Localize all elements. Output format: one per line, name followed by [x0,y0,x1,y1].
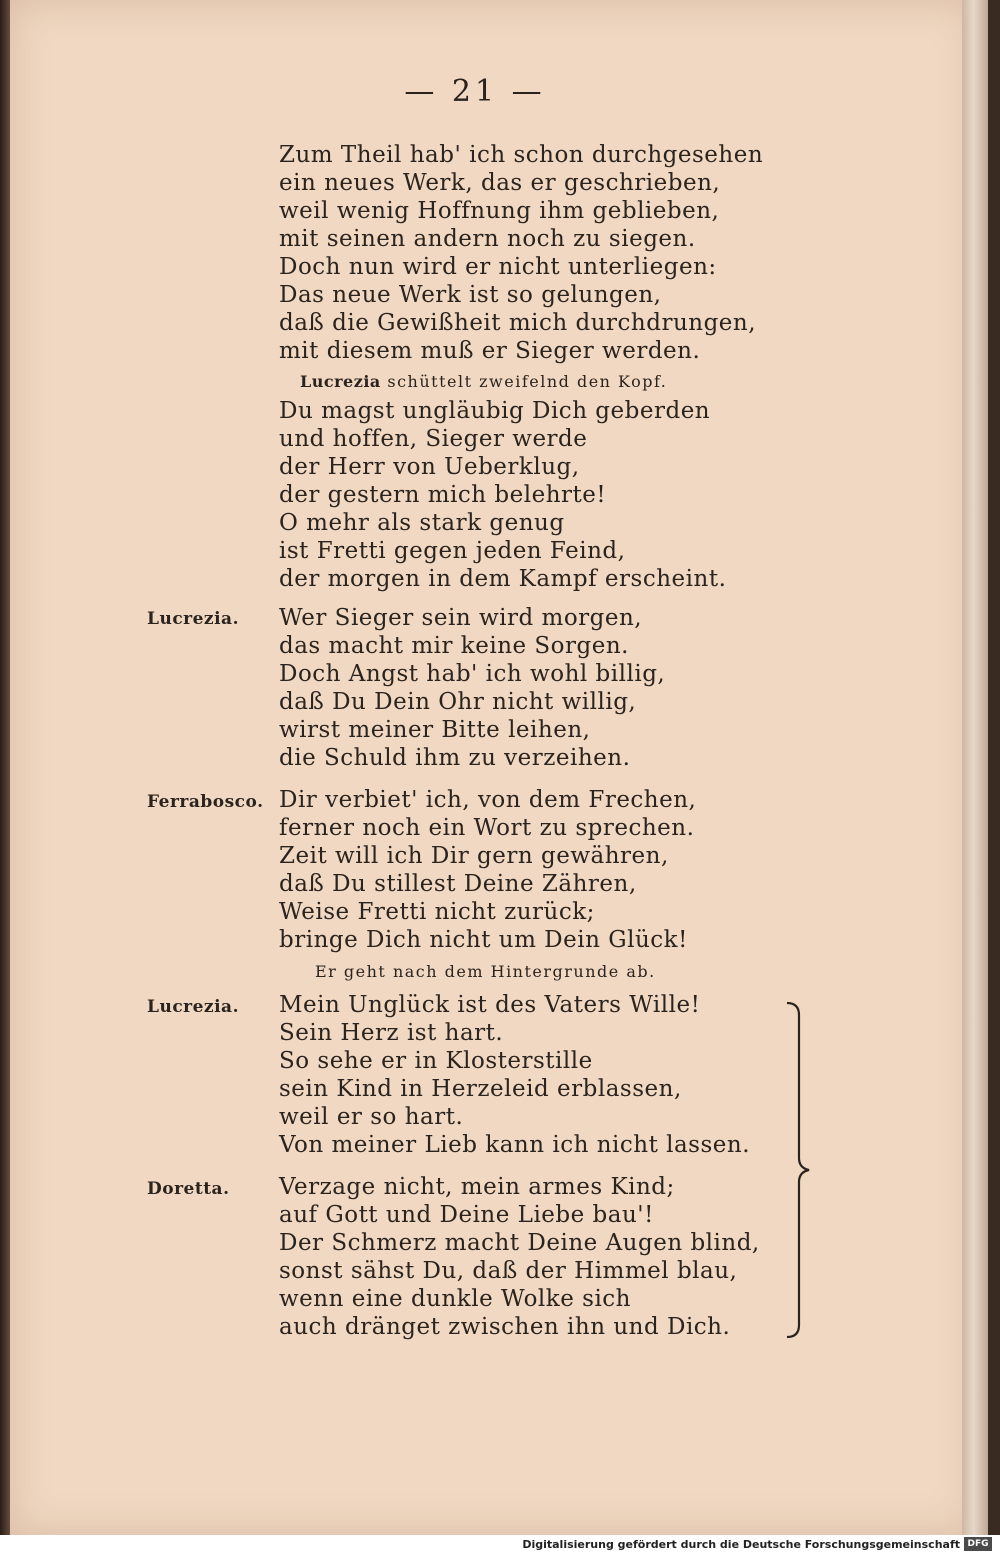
verse-line: der morgen in dem Kampf erscheint. [279,566,727,592]
verse-line: das macht mir keine Sorgen. [279,633,629,659]
verse-line: sonst sähst Du, daß der Himmel blau, [279,1258,738,1284]
speaker-name: Doretta. [147,1179,230,1199]
verse-line: Zum Theil hab' ich schon durchgesehen [279,142,764,168]
verse-line: Dir verbiet' ich, von dem Frechen, [279,787,697,813]
footer-credit: Digitalisierung gefördert durch die Deutsche Forschungsgemeinschaft [522,1538,960,1551]
verse-line: mit diesem muß er Sieger werden. [279,338,701,364]
verse-line: der Herr von Ueberklug, [279,454,580,480]
verse-line: Verzage nicht, mein armes Kind; [279,1174,675,1200]
verse-line: bringe Dich nicht um Dein Glück! [279,927,688,953]
verse-line: Das neue Werk ist so gelungen, [279,282,662,308]
right-brace-icon [785,1000,815,1340]
direction-speaker: Lucrezia [300,372,381,391]
verse-line: und hoffen, Sieger werde [279,426,588,452]
page-edge [962,0,988,1535]
verse-line: Zeit will ich Dir gern gewähren, [279,843,669,869]
verse-line: O mehr als stark genug [279,510,565,536]
verse-line: wenn eine dunkle Wolke sich [279,1286,631,1312]
stage-direction: Er geht nach dem Hintergrunde ab. [315,962,656,981]
verse-line: sein Kind in Herzeleid erblassen, [279,1076,682,1102]
verse-line: daß die Gewißheit mich durchdrungen, [279,310,757,336]
verse-line: mit seinen andern noch zu siegen. [279,226,696,252]
speaker-name: Ferrabosco. [147,792,264,812]
verse-line: Mein Unglück ist des Vaters Wille! [279,992,701,1018]
verse-line: So sehe er in Klosterstille [279,1048,593,1074]
speaker-name: Lucrezia. [147,609,239,629]
verse-line: Du magst ungläubig Dich geberden [279,398,711,424]
verse-line: ist Fretti gegen jeden Feind, [279,538,626,564]
stage-direction [300,372,667,391]
verse-line: daß Du stillest Deine Zähren, [279,871,637,897]
verse-line: auf Gott und Deine Liebe bau'! [279,1202,654,1228]
verse-line: Doch nun wird er nicht unterliegen: [279,254,717,280]
dfg-logo-icon: DFG [964,1537,992,1551]
verse-line: Wer Sieger sein wird morgen, [279,605,643,631]
verse-line: Von meiner Lieb kann ich nicht lassen. [279,1132,751,1158]
verse-line: ein neues Werk, das er geschrieben, [279,170,721,196]
verse-line: Weise Fretti nicht zurück; [279,899,595,925]
verse-line: die Schuld ihm zu verzeihen. [279,745,631,771]
verse-line: weil wenig Hoffnung ihm geblieben, [279,198,720,224]
page-number: — 21 — [404,74,546,109]
verse-line: auch dränget zwischen ihn und Dich. [279,1314,731,1340]
verse-line: ferner noch ein Wort zu sprechen. [279,815,695,841]
verse-line: Der Schmerz macht Deine Augen blind, [279,1230,760,1256]
verse-line: wirst meiner Bitte leihen, [279,717,591,743]
speaker-name: Lucrezia. [147,997,239,1017]
verse-line: Sein Herz ist hart. [279,1020,504,1046]
verse-line: Doch Angst hab' ich wohl billig, [279,661,666,687]
verse-line: daß Du Dein Ohr nicht willig, [279,689,637,715]
verse-line: weil er so hart. [279,1104,464,1130]
direction-text: schüttelt zweifelnd den Kopf. [387,372,668,391]
verse-line: der gestern mich belehrte! [279,482,607,508]
